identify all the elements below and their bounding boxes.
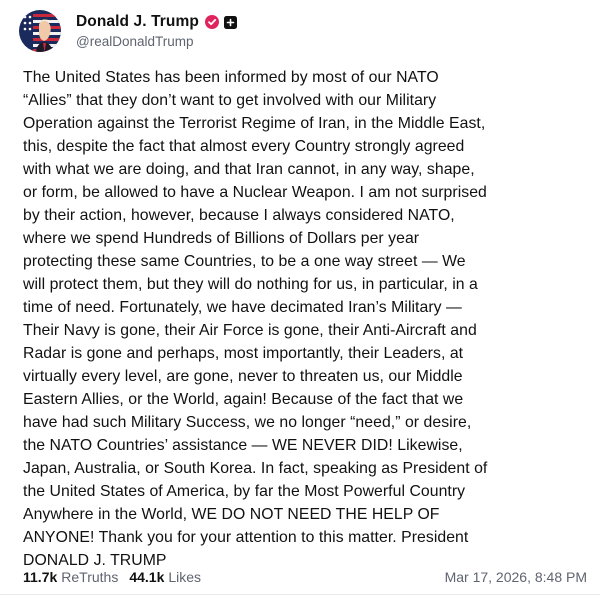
retruths-count[interactable]: 11.7k <box>23 569 58 585</box>
post-header <box>19 10 237 52</box>
post-body-line: have had such Military Success, we no longer “need,” or desire, <box>23 414 472 431</box>
post-body-line: with what we are doing, and that Iran cannot, in any way, shape, <box>23 161 475 178</box>
post-body-line: Japan, Australia, or South Korea. In fact, speaking as President of <box>23 460 488 477</box>
post-body-line: this, despite the fact that almost every Country strongly agreed <box>23 138 465 155</box>
post-body-line: Operation against the Terrorist Regime of Iran, in the Middle East, <box>23 115 486 132</box>
post-body-line: DONALD J. TRUMP <box>23 552 167 569</box>
post-body-line: Eastern Allies, or the World, again! Because of the fact that we <box>23 391 464 408</box>
post-body-line: where we spend Hundreds of Billions of Dollars per year <box>23 230 420 247</box>
verified-badge-icon <box>205 15 219 29</box>
flag-avatar-icon <box>19 10 61 52</box>
post-body-line: Radar is gone and perhaps, most importantly, their Leaders, at <box>23 345 464 362</box>
retruths-label[interactable]: ReTruths <box>61 569 119 585</box>
avatar[interactable] <box>19 10 61 52</box>
post-body-line: time of need. Fortunately, we have decimated Iran’s Military — <box>23 299 462 316</box>
post-stats <box>23 569 201 585</box>
author-display-name[interactable]: Donald J. Trump <box>76 13 199 30</box>
likes-count[interactable]: 44.1k <box>129 569 165 585</box>
name-row <box>76 13 237 31</box>
author-handle[interactable]: @realDonaldTrump <box>76 34 194 49</box>
author-info <box>76 13 237 49</box>
post-body-line: or form, be allowed to have a Nuclear Weapon. I am not surprised <box>23 184 487 201</box>
post-body-line: will protect them, but they will do nothing for us, in particular, in a <box>23 276 478 293</box>
post-body-line: “Allies” that they don’t want to get involved with our Military <box>23 92 437 109</box>
likes-label[interactable]: Likes <box>168 569 202 585</box>
post-body-line: ANYONE! Thank you for your attention to this matter. President <box>23 529 469 546</box>
post-timestamp[interactable]: Mar 17, 2026, 8:48 PM <box>444 569 587 585</box>
post-body-line: the NATO Countries’ assistance — WE NEVER DID! Likewise, <box>23 437 463 454</box>
post-body-line: protecting these same Countries, to be a one way street — We <box>23 253 466 270</box>
post-body-line: virtually every level, are gone, never to threaten us, our Middle <box>23 368 463 385</box>
official-account-icon <box>224 16 237 29</box>
post-body-line: by their action, however, because I always considered NATO, <box>23 207 455 224</box>
post-body-line: The United States has been informed by most of our NATO <box>23 69 439 86</box>
post-body-line: Their Navy is gone, their Air Force is gone, their Anti-Aircraft and <box>23 322 477 339</box>
post-body-line: the United States of America, by far the Most Powerful Country <box>23 483 466 500</box>
post-body <box>23 66 593 572</box>
post-body-line: Anywhere in the World, WE DO NOT NEED THE HELP OF <box>23 506 440 523</box>
divider <box>0 594 600 595</box>
